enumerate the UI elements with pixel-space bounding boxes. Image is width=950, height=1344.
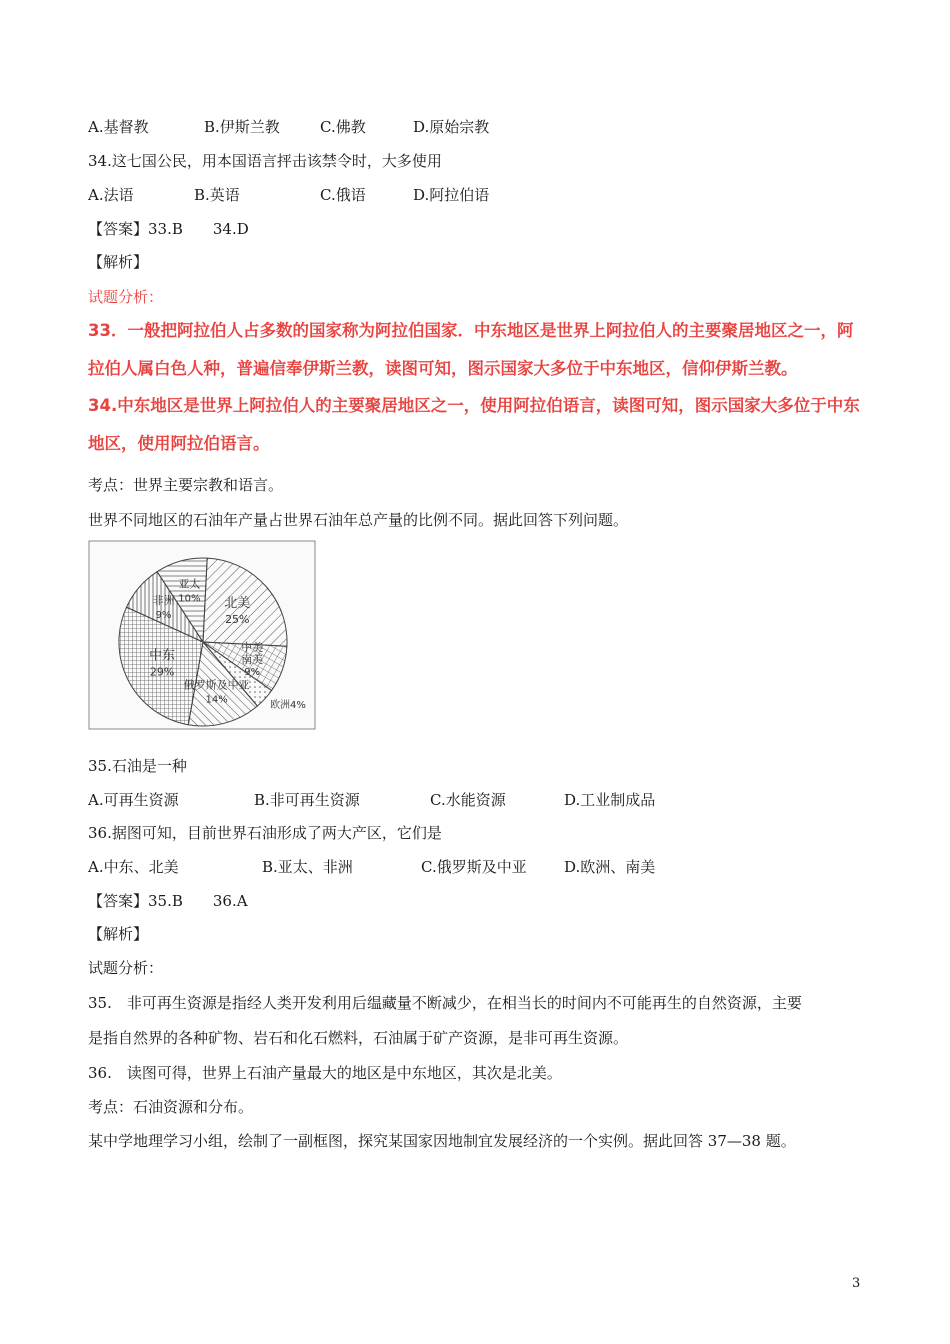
q33-option-c: C.佛教 (320, 118, 366, 136)
kaodian-2: 考点：石油资源和分布。 (88, 1098, 254, 1116)
analysis-35-line1: 35. 非可再生资源是指经人类开发利用后缊藏量不断减少，在相当长的时间内不可能再生的自然资源，主要 (88, 994, 802, 1012)
intro-37-38: 某中学地理学习小组，绘制了一副框图，探究某国家因地制宜发展经济的一个实例。据此回答 37—38 题。 (88, 1132, 796, 1150)
analysis-34-line1: 34.中东地区是世界上阿拉伯人的主要聚居地区之一，使用阿拉伯语言，读图可知，图示国家大多位于中东 (88, 396, 860, 415)
q33-option-d: D.原始宗教 (413, 118, 490, 136)
page-number: 3 (852, 1276, 861, 1291)
q34-option-d: D.阿拉伯语 (413, 186, 490, 204)
q33-option-a: A.基督教 (88, 118, 149, 136)
q35-stem: 35.石油是一种 (88, 757, 187, 775)
q36-option-c: C.俄罗斯及中亚 (421, 858, 527, 876)
analysis-35-line2: 是指自然界的各种矿物、岩石和化石燃料，石油属于矿产资源，是非可再生资源。 (88, 1029, 629, 1047)
q35-option-b: B.非可再生资源 (254, 791, 360, 809)
intro-oil-question: 世界不同地区的石油年产量占世界石油年总产量的比例不同。据此回答下列问题。 (88, 511, 629, 529)
oil-production-pie-figure (88, 540, 316, 730)
pie-chart (88, 540, 316, 730)
pie-slice-label: 亚太 (178, 577, 201, 591)
analysis-34-line2: 地区，使用阿拉伯语言。 (88, 434, 270, 453)
pie-slice-value: 14% (205, 694, 228, 706)
pie-slice-value: 25% (225, 613, 250, 626)
analysis-label-2: 【解析】 (88, 925, 149, 943)
q35-option-a: A.可再生资源 (88, 791, 179, 809)
pie-slice-value: 10% (178, 593, 201, 605)
pie-slice-label: 北美 (224, 596, 251, 611)
pie-slice-value: 9% (244, 667, 261, 678)
kaodian-1: 考点：世界主要宗教和语言。 (88, 476, 284, 494)
analysis-label-1: 【解析】 (88, 253, 149, 271)
pie-slice-label: 南美 (241, 653, 264, 666)
analysis-header-1: 试题分析： (88, 288, 164, 306)
analysis-33-line1: 33．一般把阿拉伯人占多数的国家称为阿拉伯国家．中东地区是世界上阿拉伯人的主要聚居地区之一，阿 (88, 321, 854, 340)
q36-stem: 36.据图可知，目前世界石油形成了两大产区，它们是 (88, 824, 442, 842)
analysis-header-2: 试题分析： (88, 959, 164, 977)
q35-option-c: C.水能资源 (430, 791, 506, 809)
pie-slice-label: 中美 (241, 641, 264, 654)
q34-option-a: A.法语 (88, 186, 134, 204)
q34-option-c: C.俄语 (320, 186, 366, 204)
q36-option-d: D.欧洲、南美 (564, 858, 656, 876)
q34-stem: 34.这七国公民，用本国语言抨击该禁令时，大多使用 (88, 152, 442, 170)
pie-slice-label: 非洲 (152, 594, 175, 608)
pie-slice-label: 中东 (149, 648, 176, 664)
q36-option-a: A.中东、北美 (88, 858, 179, 876)
pie-slice-value: 9% (155, 610, 172, 622)
q36-option-b: B.亚太、非洲 (262, 858, 353, 876)
answer-33-34: 【答案】33.B 34.D (88, 220, 249, 238)
pie-slice-label: 俄罗斯及中亚 (183, 678, 250, 692)
analysis-36: 36. 读图可得，世界上石油产量最大的地区是中东地区，其次是北美。 (88, 1064, 562, 1082)
q35-option-d: D.工业制成品 (564, 791, 656, 809)
q34-option-b: B.英语 (194, 186, 240, 204)
q33-option-b: B.伊斯兰教 (204, 118, 280, 136)
answer-35-36: 【答案】35.B 36.A (88, 892, 248, 910)
pie-slice-value: 29% (149, 665, 175, 679)
pie-slice-label: 欧洲4% (270, 700, 306, 712)
analysis-33-line2: 拉伯人属白色人种，普遍信奉伊斯兰教，读图可知，图示国家大多位于中东地区，信仰伊斯兰教。 (88, 359, 798, 378)
